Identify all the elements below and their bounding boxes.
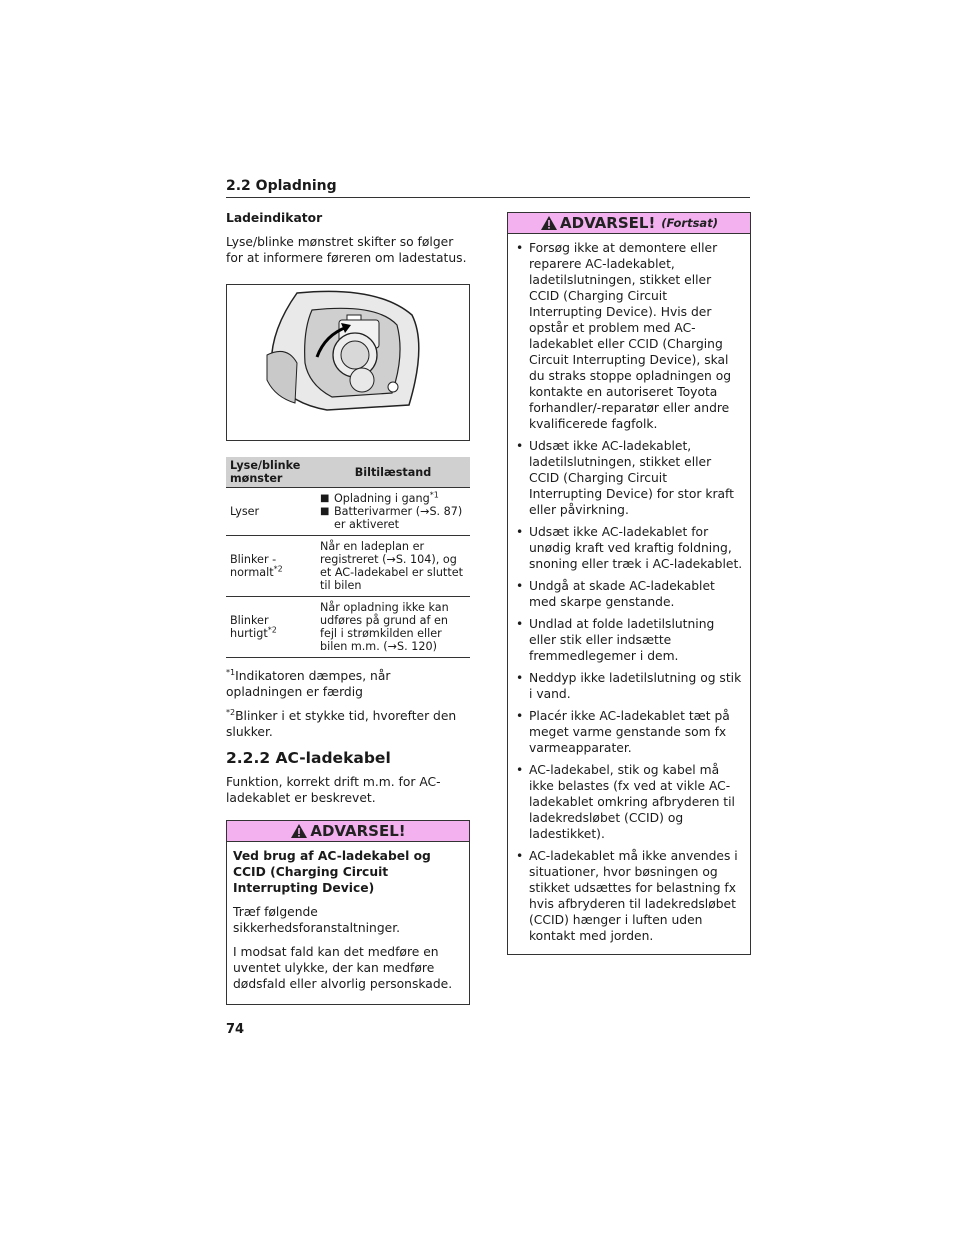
warning-header: ADVARSEL! xyxy=(227,821,469,842)
charging-port-illustration xyxy=(226,284,470,441)
table-row xyxy=(226,597,470,658)
pattern-cell: Lyser xyxy=(226,488,316,536)
list-item: • Udsæt ikke AC-ladekablet for unødig kraft ved kraftig foldning, snoning eller træk i AC-ladekablet. xyxy=(514,524,744,572)
page-number: 74 xyxy=(226,1022,245,1037)
table-header-status: Biltilæstand xyxy=(316,457,470,488)
intro-text: Lyse/blinke mønstret skifter so følger for at informere føreren om ladestatus. xyxy=(226,235,467,265)
status-cell: ■ Opladning i gang$^{*1}$ ■ Batterivarmer (→S. 87) er aktiveret xyxy=(316,488,470,536)
list-item: • Placér ikke AC-ladekablet tæt på meget varme genstande som fx varmeapparater. xyxy=(514,708,744,756)
warning-text-2: I modsat fald kan det medføre en uventet ulykke, der kan medføre dødsfald eller alvorlig personskade. xyxy=(233,945,453,991)
pattern-cell: Blinker hurtigt$^{*2}$ xyxy=(226,597,316,658)
square-bullet-icon: ■ xyxy=(320,493,330,504)
list-item: • AC-ladekabel, stik og kabel må ikke belastes (fx ved at vikle AC-ladekablet omkring afbryderen til ladekredsløbet (CCID) og ladestikket). xyxy=(514,762,744,842)
footnote-1: $^{*1}$Indikatoren dæmpes, når opladningen er færdig xyxy=(226,667,391,699)
pattern-cell: Blinker - normalt$^{*2}$ xyxy=(226,536,316,597)
square-bullet-icon: ■ xyxy=(320,506,330,517)
heading-ladeindikator: Ladeindikator xyxy=(226,211,323,225)
footnote-2: $^{*2}$Blinker i et stykke tid, hvorefter den slukker. xyxy=(226,707,457,739)
warning-triangle-icon xyxy=(290,823,308,839)
table-row xyxy=(226,488,470,536)
list-item: • Neddyp ikke ladetilslutning og stik i vand. xyxy=(514,670,744,702)
status-cell: Når en ladeplan er registreret (→S. 104), og et AC-ladekabel er sluttet til bilen xyxy=(316,536,470,597)
warning-box xyxy=(226,820,470,1005)
continued-label: (Fortsat) xyxy=(661,216,718,230)
warning-triangle-icon xyxy=(540,215,558,231)
warning-header: ADVARSEL! (Fortsat) xyxy=(508,213,750,234)
subsection-title: 2.2.2 AC-ladekabel xyxy=(226,749,391,767)
warning-list xyxy=(514,240,744,944)
list-item: • Undlad at folde ladetilslutning eller stik eller indsætte fremmedlegemer i dem. xyxy=(514,616,744,664)
status-cell: Når opladning ikke kan udføres på grund af en fejl i strømkilden eller bilen m.m. (→S. 120) xyxy=(316,597,470,658)
left-column xyxy=(226,210,470,1005)
warning-bold-text: Ved brug af AC-ladekabel og CCID (Charging Circuit Interrupting Device) xyxy=(233,849,431,895)
subsection-intro: Funktion, korrekt drift m.m. for AC-ladekablet er beskrevet. xyxy=(226,775,441,805)
section-header: 2.2 Opladning xyxy=(226,178,750,198)
warning-text-1: Træf følgende sikkerhedsforanstaltninger. xyxy=(233,905,401,935)
list-item: • Forsøg ikke at demontere eller reparere AC-ladekablet, ladetilslutningen, stikket eller CCID (Charging Circuit Interrupting Device). Hvis der opstår et problem med AC-ladekablet eller CCID (Charging Circuit Interrupting Device), skal du straks stoppe opladningen og kontakte en autoriseret Toyota forhandler/-reparatør eller andre kvalificerede fagfolk. xyxy=(514,240,744,432)
table-header-pattern: Lyse/blinke mønster xyxy=(226,457,316,488)
warning-box-continued xyxy=(507,212,751,955)
right-column xyxy=(507,212,751,955)
list-item: • Udsæt ikke AC-ladekablet, ladetilslutningen, stikket eller CCID (Charging Circuit Interrupting Device) for stor kraft eller påvirkning. xyxy=(514,438,744,518)
list-item: • Undgå at skade AC-ladekablet med skarpe genstande. xyxy=(514,578,744,610)
table-row xyxy=(226,536,470,597)
list-item: • AC-ladekablet må ikke anvendes i situationer, hvor bøsningen og stikket udsættes for belastning fx hvis afbryderen til ladekredsløbet (CCID) hænger i luften uden kontakt med jorden. xyxy=(514,848,744,944)
indicator-table xyxy=(226,457,470,658)
